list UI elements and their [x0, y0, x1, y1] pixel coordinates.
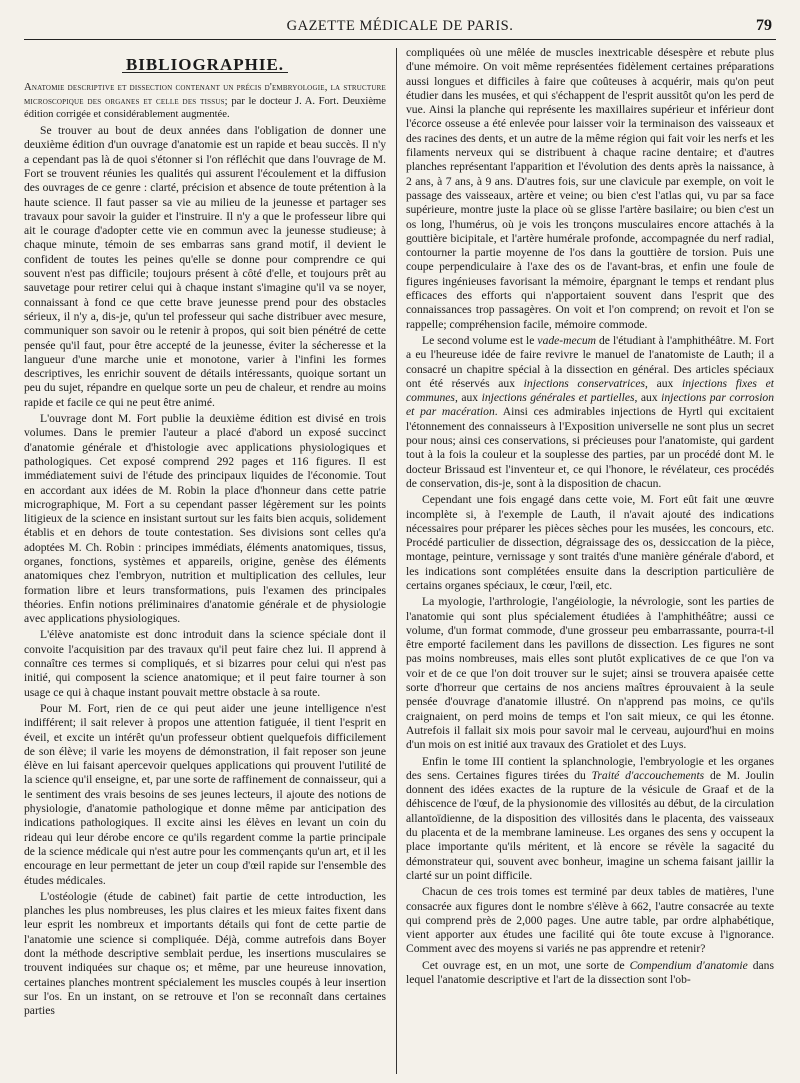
paragraph: La myologie, l'arthrologie, l'angéiologie, la névrologie, sont les parties de l'anatomie qui sont plus spécialement étudiées à l'amphithéâtre; aussi ce volume, d'un format commode, d'une grosseur peu embarrassante, pourra-t-il être emporté facilement dans les pavillons de dissection. Les figures ne sont pas moins nombreuses, mais elles sont plutôt explicatives de ce que l'on va voir et de ce que l'on doit trouver sur le sujet; ainsi se trouvera apaisée cette sorte d'horreur que certains de nos anciens maîtres éprouvaient à la seule pensée d'ouvrage d'anatomie illustré. On n'apprend pas moins, ce qu'ils craignaient, on perd moins de temps et l'on sait mieux, ce qui les étonne. Autrefois il fallait six mois pour savoir mal le cerveau, aujourd'hui en moins d'un mois on est initié aux travaux des Gratiolet et des Luys. [406, 595, 774, 752]
paragraph: Chacun de ces trois tomes est terminé par deux tables de matières, l'une consacrée aux figures dont le nombre s'élève à 662, l'autre consacrée au texte qui comprend près de 2,000 pages. Une autre table, par ordre alphabétique, vient apporter aux études une facilité qui ôte toute excuse à l'ignorance. Comment avec des moyens si variés ne pas apprendre et retenir? [406, 885, 774, 956]
paragraph: compliquées où une mêlée de muscles inextricable désespère et rebute plus d'une mémoire. On voit même représentées fidèlement certaines préparations aussi longues et difficiles à faire que coûteuses à acquérir, mais qu'on peut étudier dans les musées, et qui s'échappent de l'esprit aussitôt qu'on les perd de vue. Ainsi la planche qui représente les maxillaires supérieur et inférieur dont l'écorce osseuse a été enlevée pour laisser voir la terminaison des vaisseaux et des racines des dents, et un autre de la même région qui fait voir les nerfs et les filaments nerveux qui se distribuent à chaque racine dentaire; et d'autres planches représentant l'apparition et l'évolution des dents après la naissance, à 2 ans, à 7 ans, à 9 ans. D'autres fois, sur une clavicule par exemple, on voit le passage des vaisseaux, artère et veine; ou bien c'est l'atlas qui, vu par sa face supérieure, montre juste la place où se glisse l'artère basilaire; ou bien c'est un os long, l'humérus, où je vois les tronçons musculaires encore attachés à la gouttière bicipitale, et l'artère humérale profonde, accompagnée du nerf radial, contourner la partie moyenne de l'os dans la gouttière de torsion. Puis une coupe perpendiculaire à l'axe des os de l'avant-bras, et enfin une foule de figures ingénieuses favorisant la mémoire, épargnant le temps et rendant plus efficaces des efforts qui n'apportaient souvent dans l'esprit que des connaissances trop passagères. On voit et l'on comprend; on revoit et l'on se rappelle; compréhension facile, mémoire commode. [406, 46, 774, 331]
journal-title: GAZETTE MÉDICALE DE PARIS. [286, 18, 514, 34]
left-column [24, 46, 386, 1076]
column-divider [396, 48, 397, 1074]
paragraph: L'élève anatomiste est donc introduit dans la science spéciale dont il convoite l'acquisition par des travaux qu'il peut faire chez lui. Il apprend à connaître ces termes si compliqués, et si bizarres pour celui qui n'est pas initié, qui composent la science anatomique; et il peut faire tourner à son usage ce qui à chaque instant pouvait mettre obstacle à sa route. [24, 628, 386, 699]
book-heading-title: Anatomie descriptive et dissection contenant un précis d'embryologie, la structure microscopique des organes et celle des tissus; [24, 82, 386, 107]
paragraph: Cet ouvrage est, en un mot, une sorte de Compendium d'anatomie dans lequel l'anatomie descriptive et l'art de la dissection sont l'ob- [406, 958, 774, 986]
paragraph: Cependant une fois engagé dans cette voie, M. Fort eût fait une œuvre incomplète si, à l'exemple de Lauth, il n'avait ajouté des indications nécessaires pour préparer les pièces sèches pour les musées, les concours, etc. Procédé particulier de dissection, dégraissage des os, dessiccation de la pièce, montage, peinture, vernissage y sont traités d'une manière générale d'abord, et les indications sont complétées ensuite dans la description particulière de certains organes spéciaux, le cœur, l'œil, etc. [406, 493, 774, 592]
page-number: 79 [756, 17, 772, 34]
section-title: BIBLIOGRAPHIE. [24, 58, 386, 73]
paragraph: L'ouvrage dont M. Fort publie la deuxième édition est divisé en trois volumes. Dans le premier l'auteur a placé d'abord un exposé succinct d'anatomie générale et d'histologie avec applications physiologiques et pathologiques. Cet exposé comprend 292 pages et 116 figures. Il est immédiatement suivi de l'étude des principaux liquides de l'économie. Tout en accordant aux idées de M. Robin la place d'honneur dans cette patrie micrographique, M. Fort a su cependant passer légèrement sur les points litigieux de la science en insistant surtout sur les faits bien acquis, solidement établis et en dehors de toute contestation. Ses divisions sont celles qu'a adoptées M. Ch. Robin : principes immédiats, éléments anatomiques, tissus, organes, fonctions, systèmes et appareils, origine, genèse des éléments anatomiques chez l'embryon, nutrition et multiplication des cellules, leur formation libre et leurs transformations, puis l'examen des principales théories. Enfin notions préliminaires d'anatomie générale et de physiologie avec applications physiologiques. [24, 412, 386, 626]
paragraph: Se trouver au bout de deux années dans l'obligation de donner une deuxième édition d'un ouvrage d'anatomie est un rapide et beau succès. Il n'y a cependant pas là de quoi s'étonner si l'on réfléchit que dans l'ouvrage de M. Fort se trouvent réunies les qualités qui assurent l'écoulement et la diffusion des ouvrages de ce genre : clarté, précision et absence de toute prétention à la haute science. Il faut passer sa vie au milieu de la jeunesse et partager ses travaux pour savoir la guider et l'instruire. Il n'y a que le professeur libre qui ait le courage d'adopter cette vie en commun avec la jeunesse studieuse; à chaque minute, témoin de ses embarras sans grand motif, il devient le confident de toutes les peines qu'elle se donne pour comprendre ce qui souvent n'est pas difficile; toujours présent à côté d'elle, et toujours prêt au sauvetage pour retirer celui qui à chaque instant s'imagine qu'il va se noyer, connaissant à fond ce que cette brave jeunesse prend pour des obstacles sérieux, il n'y a, dis-je, qu'un tel professeur qui sache distribuer avec mesure, communiquer son savoir ou le retenir à propos, qui soit bien pénétré de cette pensée qu'il faut, pour être accepté de la jeunesse, éviter la sécheresse et la langueur d'une marche unie et monotone, varier à l'infini les formes descriptives, les enrichir souvent de détails intéressants, quoique sortant un peu du sujet, répandre en quelque sorte un peu de chaleur, et rendre au moins rapide et facile ce qui ne peut être animé. [24, 124, 386, 409]
book-heading-author: par le docteur J. A. Fort. Deuxième édition corrigée et considérablement augmentée. [24, 95, 386, 121]
paragraph: Enfin le tome III contient la splanchnologie, l'embryologie et les organes des sens. Certaines figures tirées du Traité d'accouchements de M. Joulin donnent des idées exactes de la rupture de la vésicule de Graaf et de la déhiscence de l'œuf, de la physionomie des villosités au début, de la circulation allantoïdienne, de la disposition des villosités dans le placenta, des vaisseaux du placenta et de la membrane lamineuse. Les organes des sens y occupent la place importante qu'ils méritent, et là encore se révèle la sagacité du démonstrateur qui, souvent avec bonheur, imagine un schema faisant jaillir la clarté sur un point difficile. [406, 754, 774, 882]
right-column [406, 46, 774, 1076]
page-header [24, 14, 776, 40]
paragraph: L'ostéologie (étude de cabinet) fait partie de cette introduction, les planches les plus nombreuses, les plus claires et les mieux faites fixent dans leur esprit les nombreux et importants détails qui font de cette partie de l'anatomie une science si compliquée. Déjà, comme autrefois dans Boyer dont la méthode descriptive semblait perdue, les insertions musculaires se trouvent indiquées sur chaque os; et même, par une heureuse innovation, certaines planches montrent spécialement les muscles coupés à leur insertion sur l'os. En un instant, on se retrouve et l'on se reconnaît dans certaines parties [24, 889, 386, 1018]
text-columns [24, 46, 776, 1076]
paragraph: Le second volume est le vade-mecum de l'étudiant à l'amphithéâtre. M. Fort a eu l'heureuse idée de faire revivre le manuel de l'anatomiste de Lauth; il a consacré un chapitre spécial à la dissection en général. Des articles spéciaux ont été réservés aux injections conservatrices, aux injections fixes et communes, aux injections générales et partielles, aux injections par corrosion et par macération. Ainsi ces admirables injections de Hyrtl qui excitaient l'étonnement des connaisseurs à l'Exposition universelle ne sont plus un secret pour nous; ainsi ces conservations, si précieuses pour l'anatomiste, qui gardent tout à la fois la couleur et la souplesse des parties, par un procédé dont M. le docteur Brissaud est l'inventeur et, ce qui l'honore, le révélateur, ces procédés de conservation, dis-je, sont à la disposition de chacun. [406, 333, 774, 490]
paragraph: Pour M. Fort, rien de ce qui peut aider une jeune intelligence n'est indifférent; il sait relever à propos une attention fatiguée, il tient l'esprit en éveil, et excite un intérêt qu'un professeur obtient quelquefois difficilement de son élève; il varie les moyens de démonstration, il fait reposer son jeune élève en lui faisant apercevoir quelques applications qui prouvent l'utilité de la science qu'il enseigne, et, par une sorte de raffinement de connaisseur, qui a le sentiment des vrais besoins de ses jeunes lecteurs, il ajoute des notions de physiologie, d'anatomie pathologique et donne même par anticipation des indications pathologiques. Il excite ainsi les élèves en levant un coin du rideau qui leur dérobe encore ce qu'ils regardent comme la partie principale de la science médicale qui n'est autre pour les commençants qu'un art, et il les encourage en leur permettant de jeter un coup d'œil rapide sur l'ensemble des études médicales. [24, 701, 386, 887]
book-heading [24, 81, 386, 122]
